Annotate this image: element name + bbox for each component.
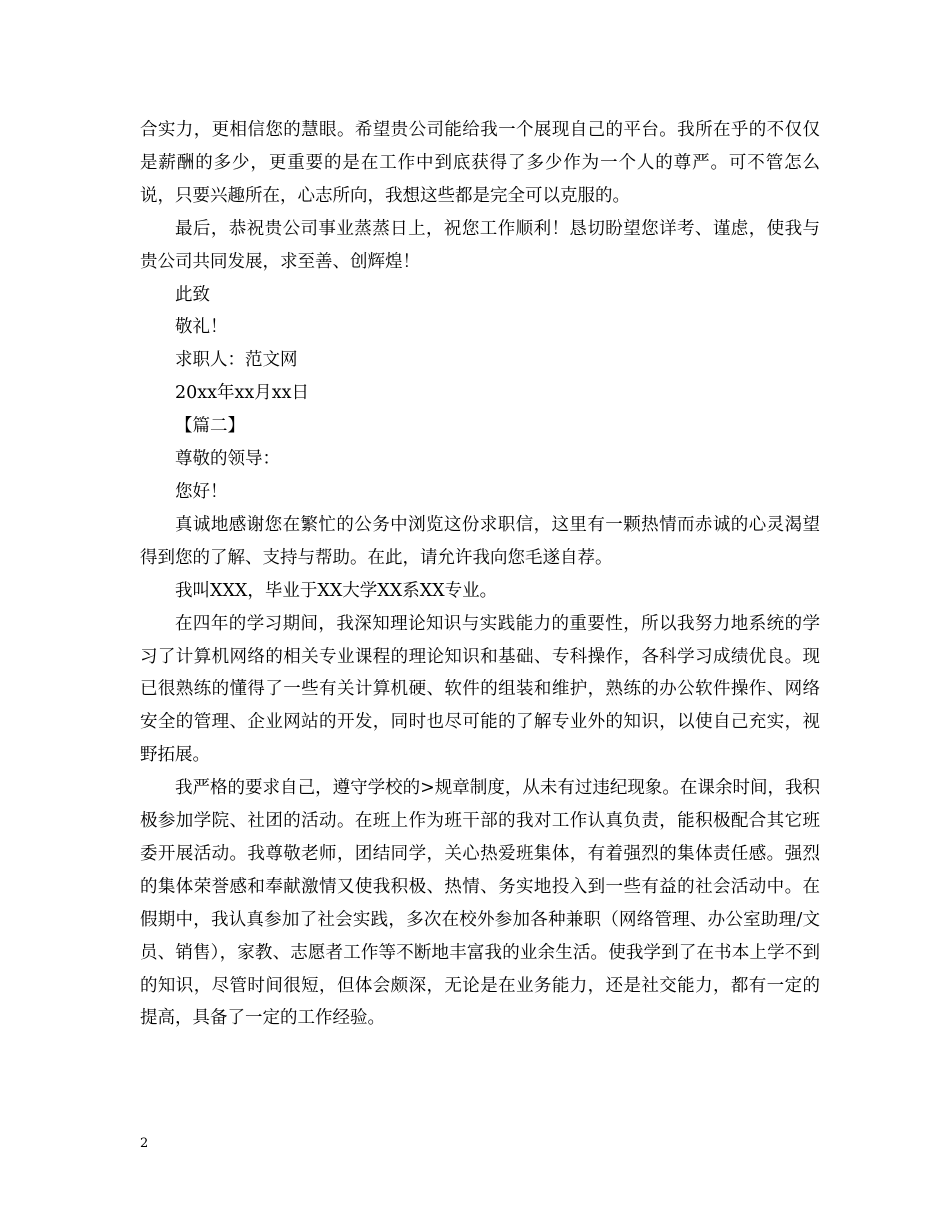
paragraph-continuation: 合实力，更相信您的慧眼。希望贵公司能给我一个展现自己的平台。我所在乎的不仅仅是薪酬的多少，更重要的是在工作中到底获得了多少作为一个人的尊严。可不管怎么说，只要兴趣所在，心志所向，我想这些都是完全可以克服的。 [140, 120, 820, 206]
paragraph-intro: 真诚地感谢您在繁忙的公务中浏览这份求职信，这里有一颗热情而赤诚的心灵渴望得到您的了解、支持与帮助。在此，请允许我向您毛遂自荐。 [140, 514, 820, 568]
applicant-signature: 求职人：范文网 [175, 350, 298, 371]
paragraph-study: 在四年的学习期间，我深知理论知识与实践能力的重要性，所以我努力地系统的学习了计算机网络的相关专业课程的理论知识和基础、专科操作，各科学习成绩优良。现已很熟练的懂得了一些有关计算机硬、软件的组装和维护，熟练的办公软件操作、网络安全的管理、企业网站的开发，同时也尽可能的了解专业外的知识，以使自己充实，视野拓展。 [140, 613, 820, 766]
greeting-recipient: 尊敬的领导： [175, 449, 280, 470]
salutation-cizhi: 此致 [175, 284, 210, 305]
section-heading: 【篇二】 [175, 416, 245, 437]
paragraph-activities: 我严格的要求自己，遵守学校的>规章制度，从未有过违纪现象。在课余时间，我积极参加学院、社团的活动。在班上作为班干部的我对工作认真负责，能积极配合其它班委开展活动。我尊敬老师，团结同学，关心热爱班集体，有着强烈的集体责任感。强烈的集体荣誉感和奉献激情又使我积极、热情、务实地投入到一些有益的社会活动中。在假期中，我认真参加了社会实践，多次在校外参加各种兼职（网络管理、办公室助理/文员、销售），家教、志愿者工作等不断地丰富我的业余生活。使我学到了在书本上学不到的知识，尽管时间很短，但体会颇深，无论是在业务能力，还是社交能力，都有一定的提高，具备了一定的工作经验。 [140, 778, 820, 1029]
greeting-hello: 您好！ [175, 481, 228, 502]
letter-date: 20xx年xx月xx日 [175, 383, 309, 404]
paragraph-self-introduction: 我叫XXX，毕业于XX大学XX系XX专业。 [175, 580, 498, 601]
paragraph-closing-wishes: 最后，恭祝贵公司事业蒸蒸日上，祝您工作顺利！恳切盼望您详考、谨虑，使我与贵公司共同发展，求至善、创辉煌！ [140, 218, 820, 272]
salutation-jingli: 敬礼！ [175, 317, 228, 338]
page-number: 2 [140, 1136, 149, 1151]
letter-body [140, 114, 820, 1035]
